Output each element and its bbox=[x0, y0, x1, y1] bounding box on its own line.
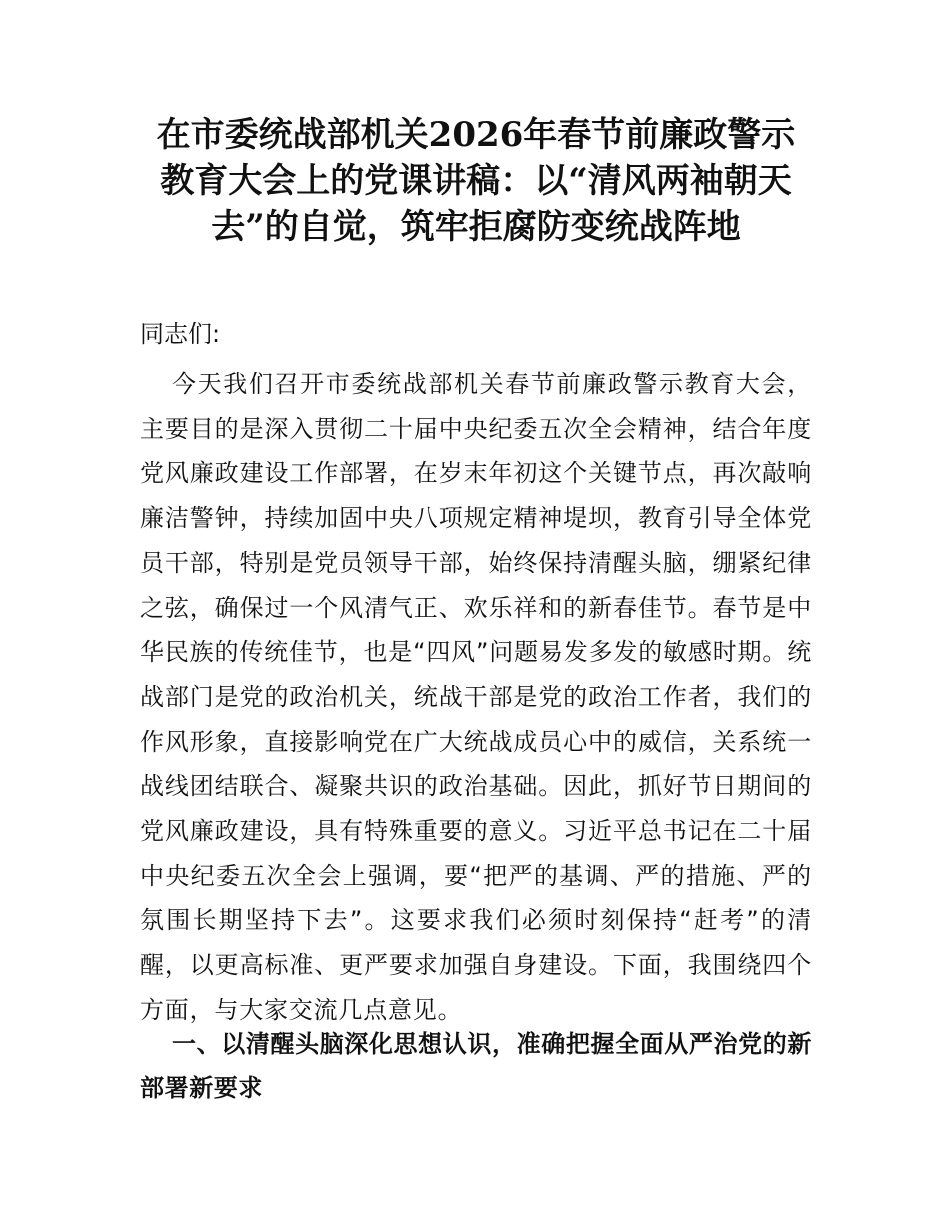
document-title: 在市委统战部机关2026年春节前廉政警示教育大会上的党课讲稿：以“清风两袖朝天去”的自觉，筑牢拒腐防变统战阵地 bbox=[156, 115, 796, 247]
salutation: 同志们: bbox=[140, 320, 221, 348]
body-paragraph: 今天我们召开市委统战部机关春节前廉政警示教育大会，主要目的是深入贯彻二十届中央纪委五次全会精神，结合年度党风廉政建设工作部署，在岁末年初这个关键节点，再次敲响廉洁警钟，持续加固中央八项规定精神堤坝，教育引导全体党员干部，特别是党员领导干部，始终保持清醒头脑，绷紧纪律之弦，确保过一个风清气正、欢乐祥和的新春佳节。春节是中华民族的传统佳节，也是“四风”问题易发多发的敏感时期。统战部门是党的政治机关，统战干部是党的政治工作者，我们的作风形象，直接影响党在广大统战成员心中的威信，关系统一战线团结联合、凝聚共识的政治基础。因此，抓好节日期间的党风廉政建设，具有特殊重要的意义。习近平总书记在二十届中央纪委五次全会上强调，要“把严的基调、严的措施、严的氛围长期坚持下去”。这要求我们必须时刻保持“赶考”的清醒，以更高标准、更严要求加强自身建设。下面，我围绕四个方面，与大家交流几点意见。 bbox=[140, 370, 812, 1024]
section-heading-1: 一、以清醒头脑深化思想认识，准确把握全面从严治党的新部署新要求 bbox=[140, 1030, 812, 1102]
